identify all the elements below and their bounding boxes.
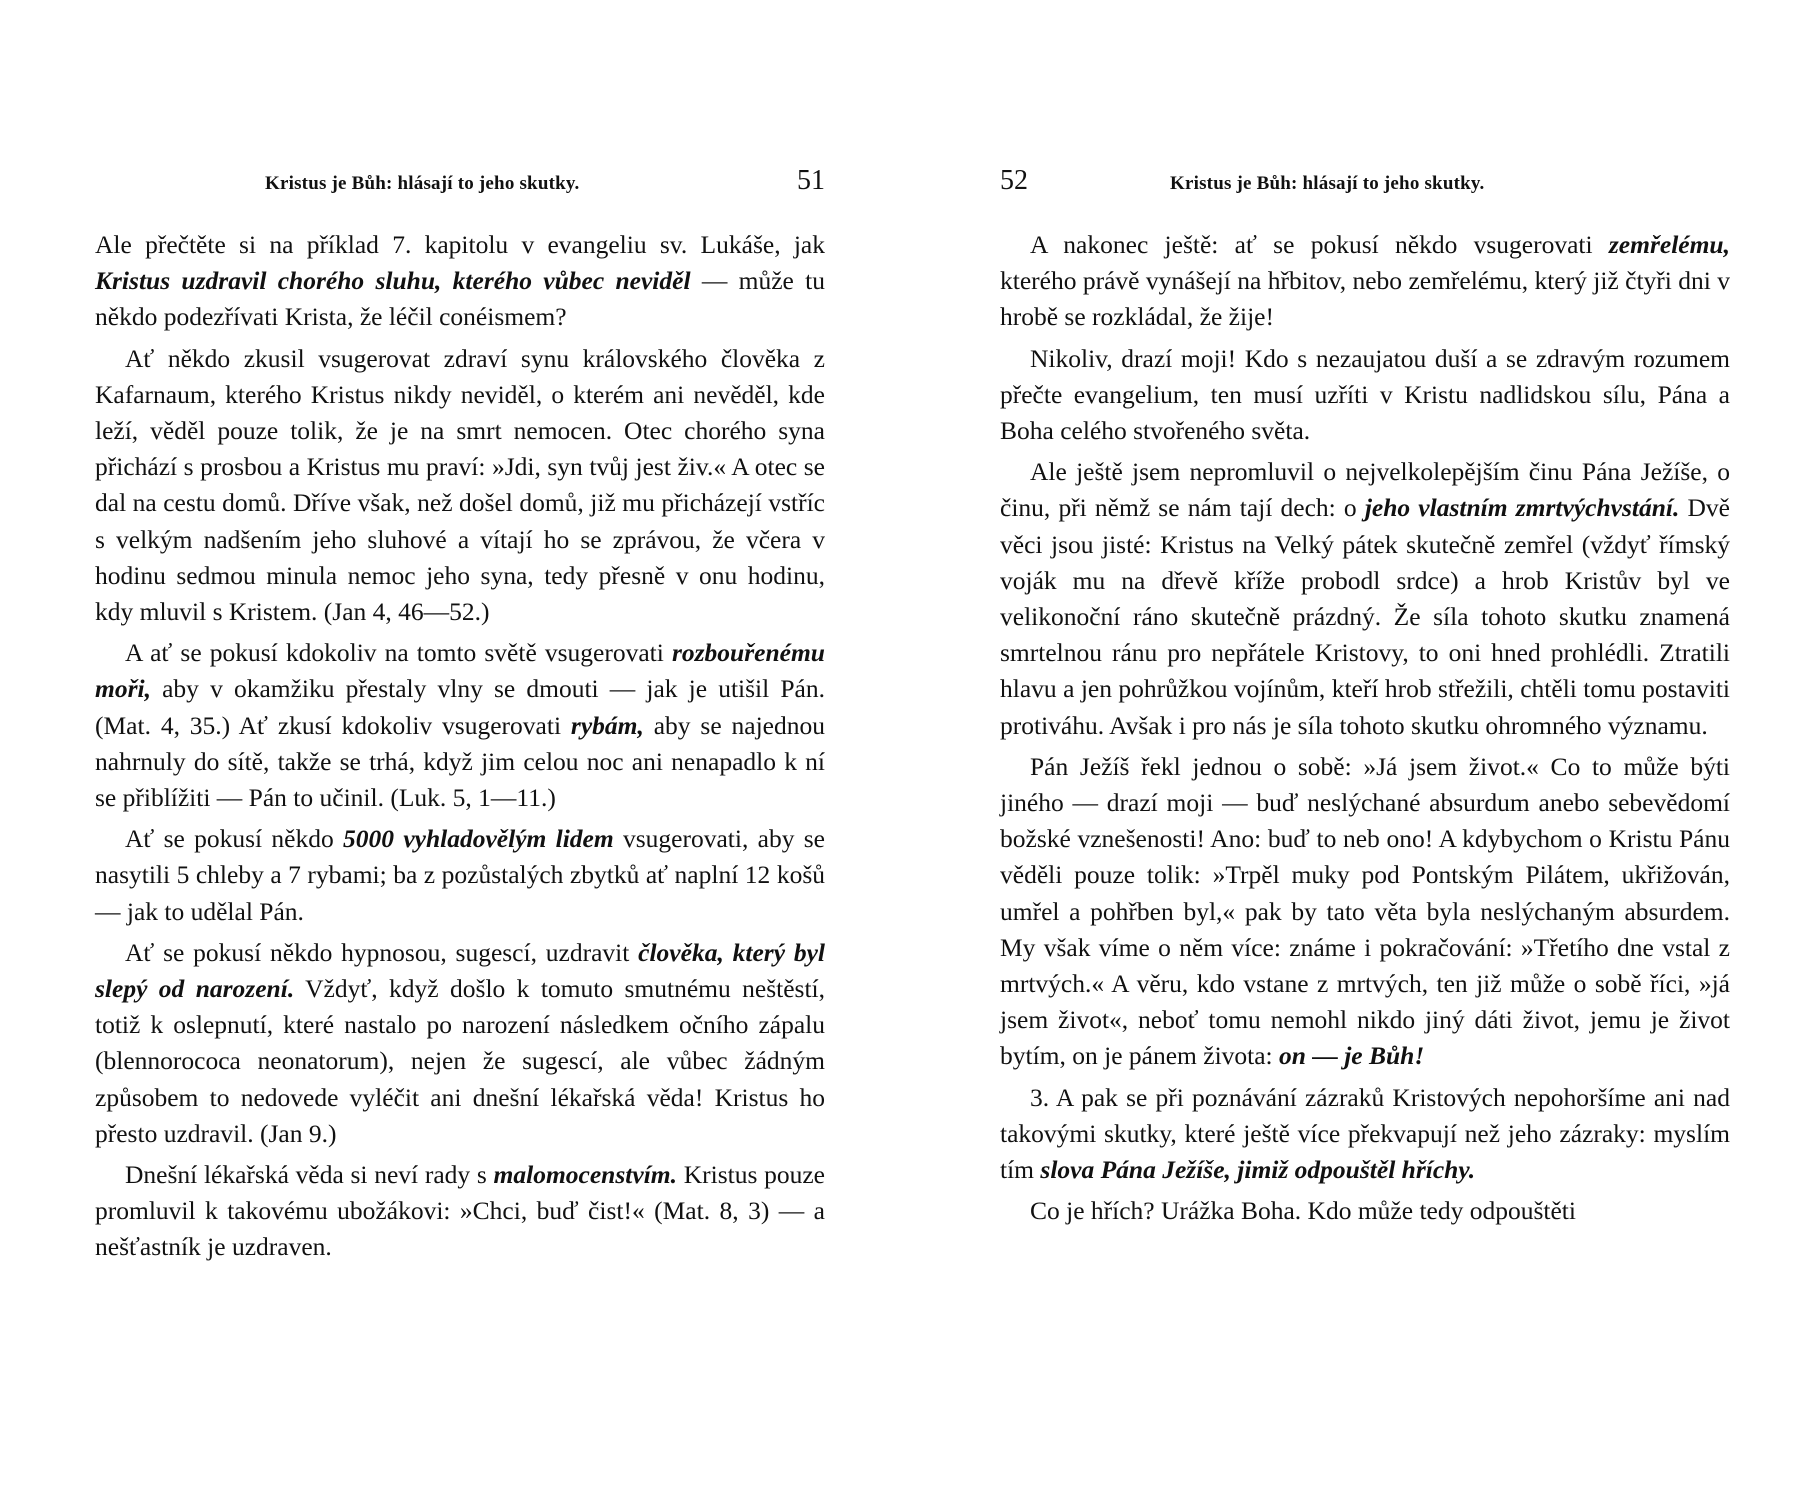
emphasis-text: rozbouřenému moři, — [95, 638, 825, 704]
running-title: Kristus je Bůh: hlásají to jeho skutky. — [265, 173, 580, 194]
right-page — [1000, 165, 1730, 1234]
left-page-header — [95, 165, 825, 205]
text-run: Ať někdo zkusil vsugerovat zdraví synu královského člověka z Kafarnaum, kterého Kristus nikdy neviděl, o kterém ani nevěděl, kde leží, věděl pouze tolik, že je na smrt nemocen. Otec chorého syna přichází s prosbou a Kristus mu praví: »Jdi, syn tvůj jest živ.« A otec se dal na cestu domů. Dříve však, než došel domů, již mu přicházejí vstříc s velkým nadšením jeho sluhové a vítají ho se zprávou, že včera v hodinu sedmou minula nemoc jeho syna, tedy přesně v onu hodinu, kdy mluvil s Kristem. (Jan 4, 46—52.) — [95, 343, 825, 627]
paragraph — [95, 1157, 825, 1266]
paragraph — [1000, 454, 1730, 744]
text-run: Nikoliv, drazí moji! Kdo s nezaujatou duší a se zdravým rozumem přečte evangelium, ten musí uzříti v Kristu nadlidskou sílu, Pána a Boha celého stvořeného světa. — [1000, 343, 1730, 446]
left-page — [95, 165, 825, 1271]
text-run: Kristus pouze promluvil k takovému ubožákovi: »Chci, buď čist!« (Mat. 8, 3) — a nešťastník je uzdraven. — [95, 1160, 826, 1262]
paragraph — [1000, 227, 1730, 336]
emphasis-text: zemřelému, — [1608, 230, 1730, 259]
text-run: A nakonec ještě: ať se pokusí někdo vsugerovati — [1030, 230, 1609, 259]
right-page-header — [1000, 165, 1730, 205]
text-run: Co je hřích? Urážka Boha. Kdo může tedy odpouštěti — [1030, 1196, 1576, 1226]
emphasis-text: 5000 vyhladovělým lidem — [343, 824, 614, 854]
paragraph — [95, 635, 825, 816]
text-run: Pán Ježíš řekl jednou o sobě: »Já jsem život.« Co to může býti jiného — drazí moji — buď neslýchané absurdum anebo sebevědomí božské vznešenosti! Ano: buď to neb ono! A kdybychom o Kristu Pánu věděli pouze tolik: »Trpěl muky pod Pontským Pilátem, ukřižován, umřel a pohřben byl,« pak by tato věta byla neslýchaným absurdem. My však víme o něm více: známe i pokračování: »Třetího dne vstal z mrtvých.« A věru, kdo vstane z mrtvých, ten již může o sobě říci, »já jsem život«, neboť tomu nemohl nikdo jiný dáti život, jemu je život bytím, on je pánem života: — [1000, 751, 1730, 1071]
text-run: Vždyť, když došlo k tomuto smutnému neštěstí, totiž k oslepnutí, které nastalo po narození následkem očního zápalu (blennorococa neonatorum), nejen že sugescí, ale vůbec žádným způsobem to nedovede vyléčit ani dnešní lékařská věda! Kristus ho přesto uzdravil. (Jan 9.) — [95, 974, 826, 1148]
paragraph — [1000, 1080, 1730, 1189]
paragraph — [95, 227, 825, 336]
emphasis-text: Kristus uzdravil chorého sluhu, kterého vůbec neviděl — [95, 266, 691, 296]
paragraph — [1000, 1193, 1730, 1229]
text-run: vsugerovati, aby se nasytili 5 chleby a 7 rybami; ba z pozůstalých zbytků ať naplní 12 košů — jak to udělal Pán. — [95, 824, 825, 926]
text-run: 3. A pak se při poznávání zázraků Kristových nepohoršíme ani nad takovými skutky, které ještě více překvapují než jeho zázraky: myslím tím — [1000, 1082, 1730, 1185]
text-run: Ať se pokusí někdo hypnosou, sugescí, uzdravit — [125, 937, 639, 967]
paragraph — [1000, 749, 1730, 1075]
emphasis-text: jeho vlastním zmrtvýchvstání. — [1364, 493, 1680, 523]
text-run: Dvě věci jsou jisté: Kristus na Velký pátek skutečně zemřel (vždyť římský voják mu na dřevě kříže probodl srdce) a hrob Kristův byl ve velikonoční ráno skutečně prázdný. Že síla tohoto skutku znamená smrtelnou ránu pro nepřátele Kristovy, to oni hned prohlédli. Ztratili hlavu a jen pohrůžkou vojínům, kteří hrob střežili, chtěli tomu postaviti protiváhu. Avšak i pro nás je síla tohoto skutku ohromného významu. — [1000, 493, 1731, 740]
text-run: A ať se pokusí kdokoliv na tomto světě vsugerovati — [125, 638, 672, 668]
text-run: aby v okamžiku přestaly vlny se dmouti — jak je utišil Pán. (Mat. 4, 35.) Ať zkusí kdokoliv vsugerovati — [95, 674, 825, 740]
text-run: Ať se pokusí někdo — [125, 824, 344, 854]
emphasis-text: člověka, který byl slepý od narození. — [95, 937, 826, 1004]
emphasis-text: on — je Bůh! — [1279, 1041, 1425, 1071]
paragraph — [1000, 341, 1730, 450]
text-run: aby se najednou nahrnuly do sítě, takže se trhá, když jim celou noc ani nenapadlo k ní se přiblížiti — Pán to učinil. (Luk. 5, 1—11.) — [95, 710, 826, 813]
emphasis-text: slova Pána Ježíše, jimiž odpouštěl hříchy. — [1040, 1155, 1476, 1185]
paragraph — [95, 821, 825, 930]
right-page-body — [1000, 227, 1730, 1229]
text-run: kterého právě vynášejí na hřbitov, nebo zemřelému, který již čtyři dni v hrobě se rozkládal, že žije! — [1000, 266, 1730, 332]
running-title: Kristus je Bůh: hlásají to jeho skutky. — [1170, 173, 1485, 194]
text-run: Ale ještě jsem nepromluvil o nejvelkolepějším činu Pána Ježíše, o činu, při němž se nám tají dech: o — [1000, 457, 1730, 523]
paragraph — [95, 341, 825, 631]
text-run: Ale přečtěte si na příklad 7. kapitolu v evangeliu sv. Lukáše, jak — [95, 230, 825, 259]
emphasis-text: malomocenstvím. — [493, 1160, 677, 1190]
left-page-body — [95, 227, 825, 1266]
paragraph — [95, 935, 825, 1152]
page-number: 52 — [1000, 165, 1028, 196]
page-number: 51 — [797, 165, 825, 196]
emphasis-text: rybám, — [570, 710, 644, 740]
text-run: Dnešní lékařská věda si neví rady s — [125, 1160, 494, 1190]
text-run: — může tu někdo podezřívati Krista, že léčil conéismem? — [95, 266, 825, 332]
